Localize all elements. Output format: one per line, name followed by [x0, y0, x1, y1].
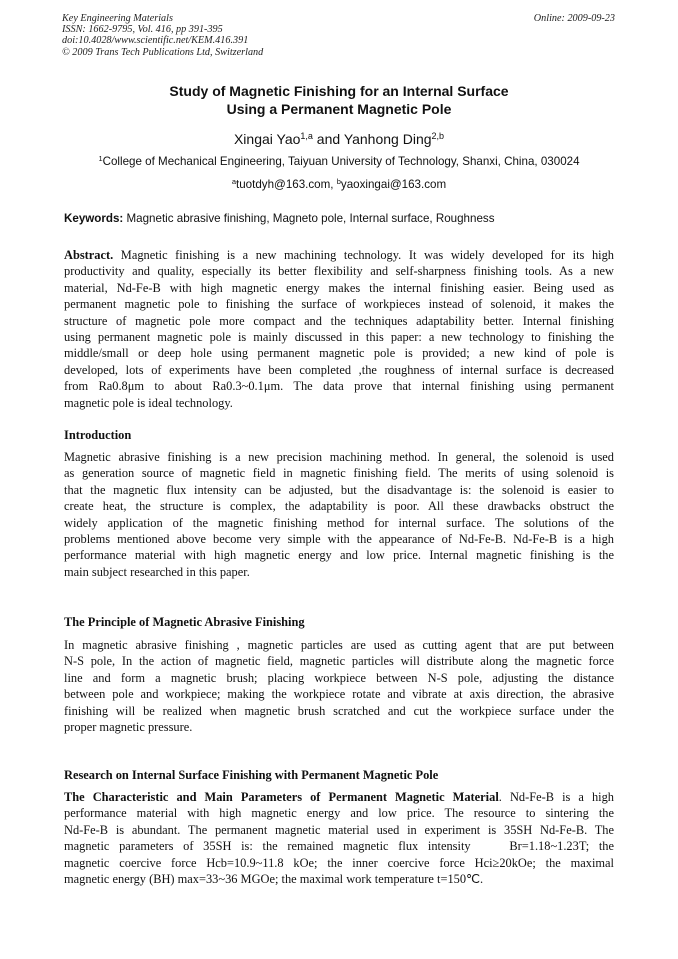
author-superscript: 1,a	[300, 131, 313, 141]
abstract	[64, 247, 614, 411]
abstract-line: permanent magnetic pole to finishing the surface of workpieces instead of solenoid, it makes the	[64, 297, 614, 312]
introduction-paragraph	[64, 449, 614, 580]
keywords-text: Magnetic abrasive finishing, Magneto pole, Internal surface, Roughness	[123, 212, 495, 225]
paragraph-line: that the magnetic flux intensity can be adjusted, but the disadvantage is: the solenoid is easier to	[64, 482, 614, 497]
abstract-line: material, Nd-Fe-B with high magnetic energy makes the internal finishing easier. Being used as	[64, 280, 614, 295]
paragraph-line: between pole and workpiece; making the workpiece rotate and vibrate at axis direction, the abrasive	[64, 687, 614, 702]
keywords-label: Keywords:	[64, 212, 124, 225]
research-paragraph	[64, 789, 614, 887]
journal-issn: ISSN: 1662-9795, Vol. 416, pp 391-395	[62, 24, 223, 36]
journal-copyright: © 2009 Trans Tech Publications Ltd, Switzerland	[62, 46, 264, 58]
paragraph-line: problems mentioned above become very simple with the appearance of Nd-Fe-B. Nd-Fe-B is a high	[64, 531, 614, 546]
author-list	[0, 130, 678, 148]
paragraph-line: magnetic energy (BH) max=33~36 MGOe; the maximal work temperature t=150℃.	[64, 871, 484, 886]
abstract-line	[64, 247, 614, 263]
journal-name: Key Engineering Materials	[62, 13, 173, 24]
paragraph-line: create heat, the structure is complex, the adaptability is poor. All these drawbacks obstruct the	[64, 499, 614, 514]
abstract-line: magnetic pole is ideal technology.	[64, 395, 233, 410]
paragraph-line: performance material with high magnetic energy and low price. The resource to sintering the	[64, 806, 614, 821]
paragraph-line: Magnetic abrasive finishing is a new precision machining method. In general, the solenoid is used	[64, 450, 614, 464]
paragraph-line	[64, 789, 614, 805]
email-superscript: a	[231, 177, 237, 186]
paragraph-line: finishing will be realized when magnetic brush scratched and cut the workpiece surface under the	[64, 703, 614, 718]
abstract-line: middle/small or deep hole using permanent magnetic pole is provided; a new kind of pole is	[64, 346, 614, 361]
email-link[interactable]: yaoxingai@163.com	[340, 178, 447, 191]
journal-header	[62, 13, 263, 58]
paragraph-line: main subject researched in this paper.	[64, 564, 250, 579]
abstract-line: using permanent magnetic pole is mainly discussed in this paper: a new technology to finishing the	[64, 329, 614, 344]
affiliation-superscript: 1	[98, 154, 103, 163]
paragraph-line: Nd-Fe-B is abundant. The permanent magnetic material used in experiment is 35SH Nd-Fe-B. The	[64, 822, 614, 837]
paper-title	[0, 82, 678, 118]
email-link[interactable]: tuotdyh@163.com,	[236, 178, 337, 191]
abstract-label: Abstract.	[64, 248, 114, 262]
title-line-1: Study of Magnetic Finishing for an Internal Surface	[169, 83, 509, 99]
paragraph-line: proper magnetic pressure.	[64, 719, 193, 734]
paragraph-line: magnetic parameters of 35SH is: the remained magnetic flux intensity Br=1.18~1.23T; the	[64, 839, 614, 854]
paragraph-line: performance material with high magnetic energy and low price. Internal magnetic finishing is the	[64, 548, 614, 563]
abstract-line: structure of magnetic pole more compact and the techniques adaptability better. Internal finishing	[64, 313, 614, 328]
section-heading-principle: The Principle of Magnetic Abrasive Finishing	[64, 615, 305, 629]
paragraph-line: In magnetic abrasive finishing , magnetic particles are used as cutting agent that are put between	[64, 638, 614, 652]
paragraph-line: line and form a magnetic brush; placing workpiece between N-S pole, adjusting the distance	[64, 670, 614, 685]
paragraph-line: as generation source of magnetic field in magnetic finishing field. The merits of using solenoid is	[64, 466, 614, 481]
section-heading-introduction: Introduction	[64, 428, 132, 442]
paragraph-line: widely application of the magnetic finishing method for internal surface. The solutions of the	[64, 515, 614, 530]
author-emails	[0, 178, 678, 192]
author-name: Yanhong Ding	[343, 131, 432, 147]
abstract-line: from Ra0.8μm to about Ra0.3~0.1μm. The data prove that internal finishing using permanent	[64, 379, 614, 394]
abstract-line: productivity and quality, especially its better flexibility and self-sharpness finishing tools. As a new	[64, 264, 614, 279]
keywords	[64, 212, 616, 226]
section-heading-research: Research on Internal Surface Finishing with Permanent Magnetic Pole	[64, 768, 439, 782]
paragraph-line: magnetic coercive force Hcb=10.9~11.8 kOe; the inner coercive force Hci≥20kOe; the maximal	[64, 855, 614, 870]
journal-doi: doi:10.4028/www.scientific.net/KEM.416.391	[62, 35, 249, 47]
paragraph-line-text: . Nd-Fe-B is a high	[498, 790, 614, 804]
author-conjunction: and	[312, 131, 344, 147]
affiliation-text: College of Mechanical Engineering, Taiyuan University of Technology, Shanxi, China, 030024	[102, 155, 580, 168]
subsection-heading: The Characteristic and Main Parameters of Permanent Magnetic Material	[64, 790, 499, 804]
abstract-line: developed, lots of experiments have been completed ,the roughness of internal surface is decreased	[64, 362, 614, 377]
abstract-line-text: Magnetic finishing is a new machining technology. It was widely developed for its high	[113, 248, 614, 262]
email-superscript: b	[336, 177, 341, 186]
affiliation	[0, 155, 678, 169]
online-date: Online: 2009-09-23	[533, 13, 615, 24]
paragraph-line: N-S pole, In the action of magnetic field, magnetic particles will distribute along the magnetic force	[64, 654, 614, 669]
author-superscript: 2,b	[431, 131, 445, 141]
title-line-2: Using a Permanent Magnetic Pole	[226, 101, 452, 117]
principle-paragraph	[64, 637, 614, 735]
author-name: Xingai Yao	[233, 131, 301, 147]
